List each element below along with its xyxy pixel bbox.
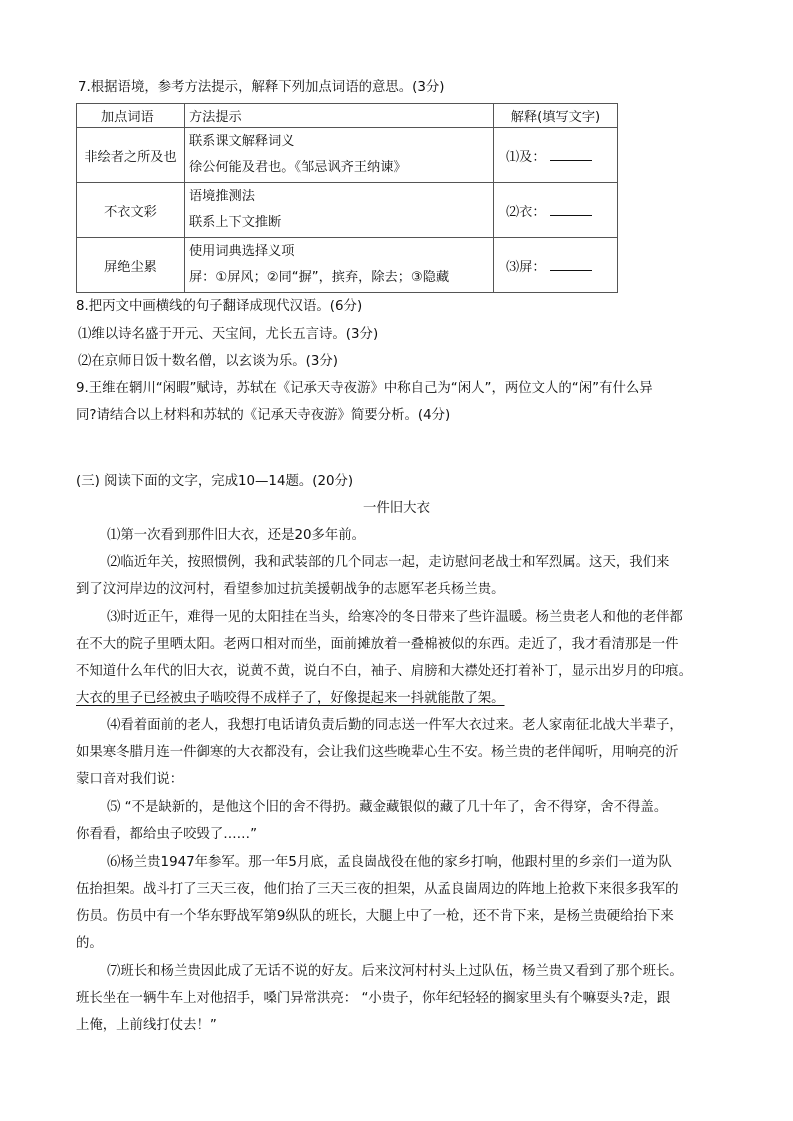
section-heading: (三) 阅读下面的文字，完成10—14题。(20分): [76, 474, 354, 489]
question-7-prompt: 7.根据语境，参考方法提示，解释下列加点词语的意思。(3分): [78, 80, 445, 95]
article-line: ⑴第一次看到那件旧大衣，还是20多年前。: [107, 528, 366, 543]
row-term: 非绘者之所及也: [77, 128, 185, 183]
row-term: 屏绝尘累: [77, 238, 185, 293]
hint-line: 联系上下文推断: [189, 215, 282, 230]
answer-label: ⑶屏：: [506, 259, 546, 275]
article-line: ⑶时近正午，难得一见的太阳挂在当头，给寒冷的冬日带来了些许温暖。杨兰贵老人和他的老伴都: [107, 610, 683, 625]
row-hint: [185, 238, 494, 293]
article-line: 班长坐在一辆牛车上对他招手，嗓门异常洪亮： “小贵子，你年纪轻轻的搁家里头有个嘛耍头?走，跟: [76, 991, 671, 1006]
method-table: [76, 103, 618, 293]
article-line: 伍抬担架。战斗打了三天三夜，他们抬了三天三夜的担架，从孟良崮周边的阵地上抢救下来很多我军的: [76, 882, 679, 897]
hint-line: 联系课文解释词义: [189, 134, 295, 149]
row-hint: [185, 183, 494, 238]
article-line: 如果寒冬腊月连一件御寒的大衣都没有，会让我们这些晚辈心生不安。杨兰贵的老伴闻听，用响亮的沂: [76, 745, 679, 760]
article-line: 上俺，上前线打仗去！”: [76, 1018, 217, 1033]
article-line: 在不大的院子里晒太阳。老两口相对而坐，面前摊放着一叠棉被似的东西。走近了，我才看清那是一件: [76, 637, 679, 652]
answer-cell[interactable]: [494, 128, 618, 183]
article-line: ⑷看着面前的老人，我想打电话请负责后勤的同志送一件军大衣过来。老人家南征北战大半辈子，: [107, 718, 683, 733]
question-9-line: 同?请结合以上材料和苏轼的《记承天寺夜游》简要分析。(4分): [76, 408, 451, 423]
header-hint: 方法提示: [185, 104, 494, 128]
article-line: 到了汶河岸边的汶河村，看望参加过抗美援朝战争的志愿军老兵杨兰贵。: [76, 582, 505, 597]
answer-blank[interactable]: [550, 148, 592, 161]
table-row: [77, 128, 618, 183]
answer-cell[interactable]: [494, 238, 618, 293]
question-8-item: ⑴维以诗名盛于开元、天宝间，尤长五言诗。(3分): [78, 327, 379, 342]
article-line: 你看看，都给虫子咬毁了……”: [76, 827, 258, 842]
question-8-item: ⑵在京师日饭十数名僧，以玄谈为乐。(3分): [78, 354, 338, 369]
table-header-row: [77, 104, 618, 128]
header-answer: 解释(填写文字): [494, 104, 618, 128]
answer-blank[interactable]: [550, 258, 592, 271]
answer-cell[interactable]: [494, 183, 618, 238]
hint-line: 屏：①屏风；②同“摒”，摈弃，除去；③隐藏: [189, 270, 450, 285]
row-hint: [185, 128, 494, 183]
question-9-line: 9.王维在辋川“闲暇”赋诗，苏轼在《记承天寺夜游》中称自己为“闲人”，两位文人的“闲”有什么异: [76, 381, 653, 396]
article-title: 一件旧大衣: [363, 501, 430, 516]
row-term: 不衣文彩: [77, 183, 185, 238]
hint-line: 徐公何能及君也。《邹忌讽齐王纳谏》: [189, 160, 407, 175]
answer-label: ⑵衣：: [506, 204, 546, 220]
question-8-prompt: 8.把丙文中画横线的句子翻译成现代汉语。(6分): [76, 299, 363, 314]
hint-line: 使用词典选择义项: [189, 244, 295, 259]
article-line: ⑸ “不是缺新的，是他这个旧的舍不得扔。藏金藏银似的藏了几十年了，舍不得穿，舍不得盖。: [107, 800, 668, 815]
table-row: [77, 183, 618, 238]
underlined-sentence: 大衣的里子已经被虫子啮咬得不成样子了，好像提起来一抖就能散了架。: [76, 691, 505, 706]
article-line: ⑺班长和杨兰贵因此成了无话不说的好友。后来汶河村村头上过队伍，杨兰贵又看到了那个班长。: [107, 964, 683, 979]
article-line: 蒙口音对我们说：: [76, 772, 184, 787]
article-line: 不知道什么年代的旧大衣，说黄不黄，说白不白，袖子、肩膀和大襟处还打着补丁，显示出岁月的印痕。: [76, 664, 692, 679]
hint-line: 语境推测法: [189, 189, 255, 204]
answer-blank[interactable]: [550, 203, 592, 216]
article-line: ⑵临近年关，按照惯例，我和武装部的几个同志一起，走访慰问老战士和军烈属。这天，我们来: [107, 555, 670, 570]
table-row: [77, 238, 618, 293]
article-line: 的。: [76, 936, 103, 951]
article-line: ⑹杨兰贵1947年参军。那一年5月底，孟良崮战役在他的家乡打响，他跟村里的乡亲们一道为队: [107, 855, 672, 870]
header-term: 加点词语: [77, 104, 185, 128]
article-line: 伤员。伤员中有一个华东野战军第9纵队的班长，大腿上中了一枪，还不肯下来，是杨兰贵硬给抬下来: [76, 909, 674, 924]
answer-label: ⑴及：: [506, 149, 546, 165]
